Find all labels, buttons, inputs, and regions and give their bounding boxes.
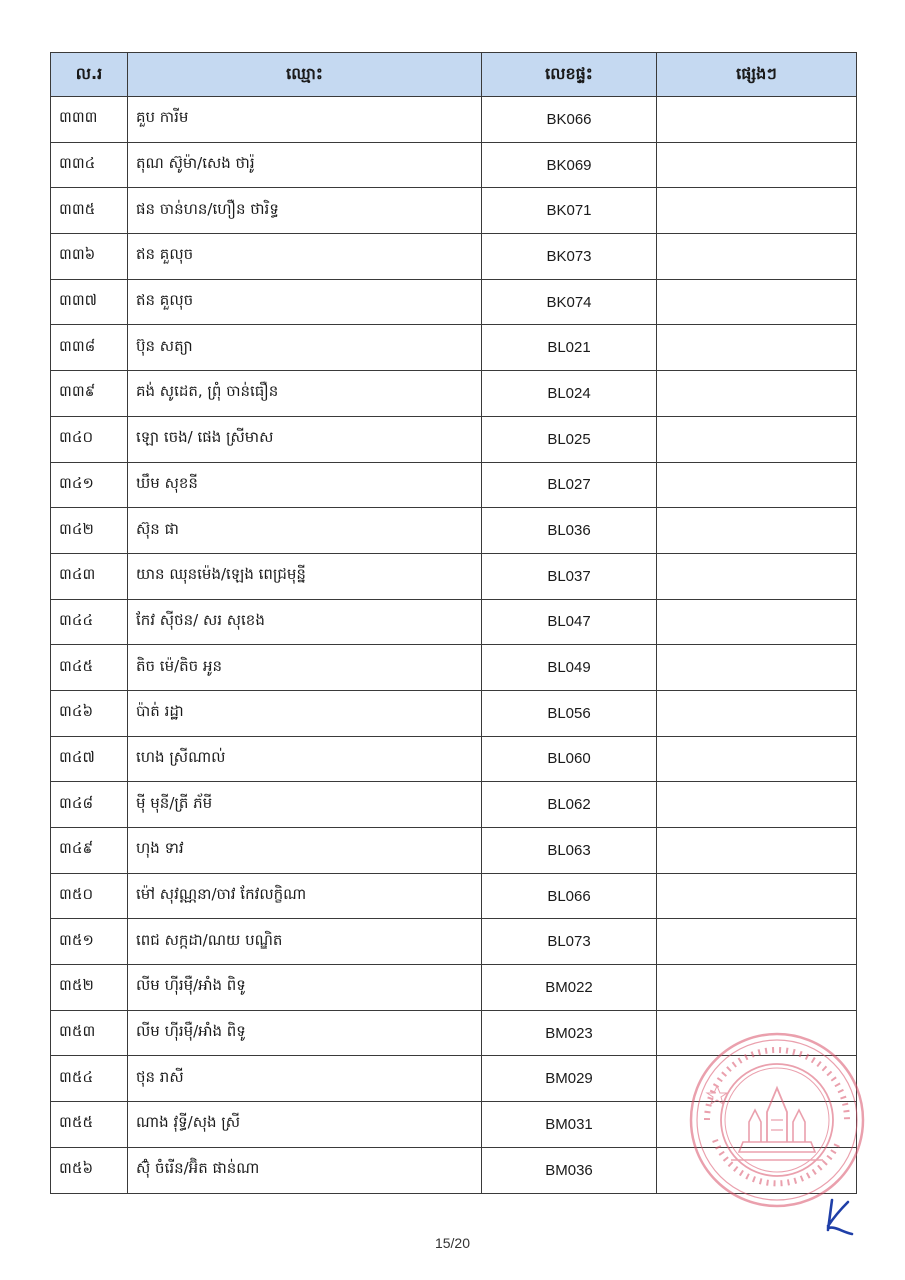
- row-house-number-cell: BK069: [482, 142, 657, 188]
- row-name-cell: កែវ ស៊ីថន/ សរ សុខេង: [128, 599, 482, 645]
- header-house-number: លេខផ្ទះ: [482, 53, 657, 97]
- row-name-cell: លីម ហ៊ីរម៉ឺ/អាំង ពិទូ: [128, 1010, 482, 1056]
- row-number-cell: ៣៣៧: [51, 279, 128, 325]
- row-house-number-cell: BL047: [482, 599, 657, 645]
- row-number-cell: ៣៤៥: [51, 645, 128, 691]
- table-row: [51, 919, 857, 965]
- row-number-cell: ៣៥៣: [51, 1010, 128, 1056]
- row-house-number-cell: BL025: [482, 416, 657, 462]
- table-row: [51, 371, 857, 417]
- row-name-cell: ស៊ុន ផា: [128, 508, 482, 554]
- row-number-cell: ៣៥០: [51, 873, 128, 919]
- row-house-number-cell: BK066: [482, 97, 657, 143]
- row-house-number-cell: BL027: [482, 462, 657, 508]
- row-house-number-cell: BL063: [482, 828, 657, 874]
- table-row: [51, 965, 857, 1011]
- row-house-number-cell: BL021: [482, 325, 657, 371]
- row-name-cell: គួប ការីម: [128, 97, 482, 143]
- row-name-cell: ពេជ សក្កដា/ណយ បណ្ឌិត: [128, 919, 482, 965]
- row-number-cell: ៣៤០: [51, 416, 128, 462]
- table-row: [51, 416, 857, 462]
- row-number-cell: ៣៤៩: [51, 828, 128, 874]
- row-other-cell: [657, 279, 857, 325]
- row-house-number-cell: BL066: [482, 873, 657, 919]
- page-number: 15/20: [434, 1235, 471, 1251]
- table-row: [51, 736, 857, 782]
- row-house-number-cell: BM023: [482, 1010, 657, 1056]
- row-other-cell: [657, 97, 857, 143]
- row-other-cell: [657, 416, 857, 462]
- row-other-cell: [657, 645, 857, 691]
- row-name-cell: ណាង វុទ្ធី/សុង ស្រី: [128, 1102, 482, 1148]
- row-number-cell: ៣៥១: [51, 919, 128, 965]
- row-other-cell: [657, 965, 857, 1011]
- row-name-cell: ហេង ស្រីណាល់: [128, 736, 482, 782]
- row-other-cell: [657, 828, 857, 874]
- table-row: [51, 873, 857, 919]
- row-other-cell: [657, 325, 857, 371]
- row-other-cell: [657, 234, 857, 280]
- row-house-number-cell: BL049: [482, 645, 657, 691]
- row-other-cell: [657, 371, 857, 417]
- row-name-cell: តិច ម៉េ/តិច អូន: [128, 645, 482, 691]
- row-name-cell: ផន ចាន់ហន/ហឿន ថារិទ្ធ: [128, 188, 482, 234]
- row-name-cell: ស៊ុំ ចំរើន/អ៊ិត ផាន់ណា: [128, 1147, 482, 1193]
- table-row: [51, 97, 857, 143]
- table-row: [51, 234, 857, 280]
- row-name-cell: ឡោ ចេង/ ផេង ស្រីមាស: [128, 416, 482, 462]
- row-number-cell: ៣៣៤: [51, 142, 128, 188]
- table-row: [51, 828, 857, 874]
- row-house-number-cell: BM031: [482, 1102, 657, 1148]
- row-number-cell: ៣៥២: [51, 965, 128, 1011]
- row-name-cell: ឃឹម សុខនី: [128, 462, 482, 508]
- resident-table: [50, 52, 857, 1194]
- row-name-cell: ហុង ទាវ: [128, 828, 482, 874]
- row-name-cell: ថុន រាសី: [128, 1056, 482, 1102]
- row-number-cell: ៣៤៨: [51, 782, 128, 828]
- row-number-cell: ៣៤២: [51, 508, 128, 554]
- row-name-cell: គង់ សូដេត, ព្រុំ ចាន់ធឿន: [128, 371, 482, 417]
- table-row: [51, 279, 857, 325]
- row-number-cell: ៣៣៥: [51, 188, 128, 234]
- row-number-cell: ៣៣៨: [51, 325, 128, 371]
- table-row: [51, 599, 857, 645]
- table-row: [51, 553, 857, 599]
- row-other-cell: [657, 599, 857, 645]
- table-row: [51, 782, 857, 828]
- row-house-number-cell: BM022: [482, 965, 657, 1011]
- row-other-cell: [657, 919, 857, 965]
- row-name-cell: យាន ឈុនម៉េង/ឡេង ពេជ្រមុន្នី: [128, 553, 482, 599]
- row-name-cell: ឥន គួលុច: [128, 234, 482, 280]
- row-name-cell: ឥន គួលុច: [128, 279, 482, 325]
- row-house-number-cell: BL036: [482, 508, 657, 554]
- official-seal-stamp: [687, 1030, 867, 1210]
- header-other: ផ្សេងៗ: [657, 53, 857, 97]
- row-house-number-cell: BL073: [482, 919, 657, 965]
- table-row: [51, 325, 857, 371]
- row-house-number-cell: BL060: [482, 736, 657, 782]
- row-house-number-cell: BK074: [482, 279, 657, 325]
- row-house-number-cell: BL037: [482, 553, 657, 599]
- row-other-cell: [657, 873, 857, 919]
- row-number-cell: ៣៣៣: [51, 97, 128, 143]
- header-name: ឈ្មោះ: [128, 53, 482, 97]
- row-number-cell: ៣៤៦: [51, 690, 128, 736]
- row-other-cell: [657, 188, 857, 234]
- row-number-cell: ៣៥៥: [51, 1102, 128, 1148]
- handwritten-signature: [818, 1196, 858, 1238]
- row-number-cell: ៣៥៦: [51, 1147, 128, 1193]
- row-house-number-cell: BL024: [482, 371, 657, 417]
- row-house-number-cell: BL062: [482, 782, 657, 828]
- row-name-cell: ម៉ី មុនី/ត្រី ភ័មី: [128, 782, 482, 828]
- row-house-number-cell: BM036: [482, 1147, 657, 1193]
- row-house-number-cell: BM029: [482, 1056, 657, 1102]
- row-other-cell: [657, 142, 857, 188]
- row-number-cell: ៣៤១: [51, 462, 128, 508]
- row-name-cell: ប៊ុន សត្យា: [128, 325, 482, 371]
- row-house-number-cell: BK071: [482, 188, 657, 234]
- row-other-cell: [657, 736, 857, 782]
- table-row: [51, 188, 857, 234]
- row-name-cell: ម៉ៅ សុវណ្ណនា/ចាវ កែវលក្ខិណា: [128, 873, 482, 919]
- row-number-cell: ៣៤៧: [51, 736, 128, 782]
- row-house-number-cell: BK073: [482, 234, 657, 280]
- table-row: [51, 462, 857, 508]
- row-other-cell: [657, 782, 857, 828]
- row-number-cell: ៣៤៣: [51, 553, 128, 599]
- row-other-cell: [657, 690, 857, 736]
- table-row: [51, 690, 857, 736]
- row-house-number-cell: BL056: [482, 690, 657, 736]
- header-number: ល.រ: [51, 53, 128, 97]
- row-other-cell: [657, 462, 857, 508]
- row-number-cell: ៣៣៦: [51, 234, 128, 280]
- row-other-cell: [657, 508, 857, 554]
- row-number-cell: ៣៥៤: [51, 1056, 128, 1102]
- row-other-cell: [657, 553, 857, 599]
- table-row: [51, 508, 857, 554]
- row-name-cell: តុណ ស៊ូម៉ា/សេង ថារ៉ូ: [128, 142, 482, 188]
- row-number-cell: ៣៣៩: [51, 371, 128, 417]
- row-number-cell: ៣៤៤: [51, 599, 128, 645]
- row-name-cell: ប៉ាត់ រដ្ឋា: [128, 690, 482, 736]
- row-name-cell: លីម ហ៊ីរម៉ឺ/អាំង ពិទូ: [128, 965, 482, 1011]
- table-header-row: [51, 53, 857, 97]
- table-row: [51, 142, 857, 188]
- table-row: [51, 645, 857, 691]
